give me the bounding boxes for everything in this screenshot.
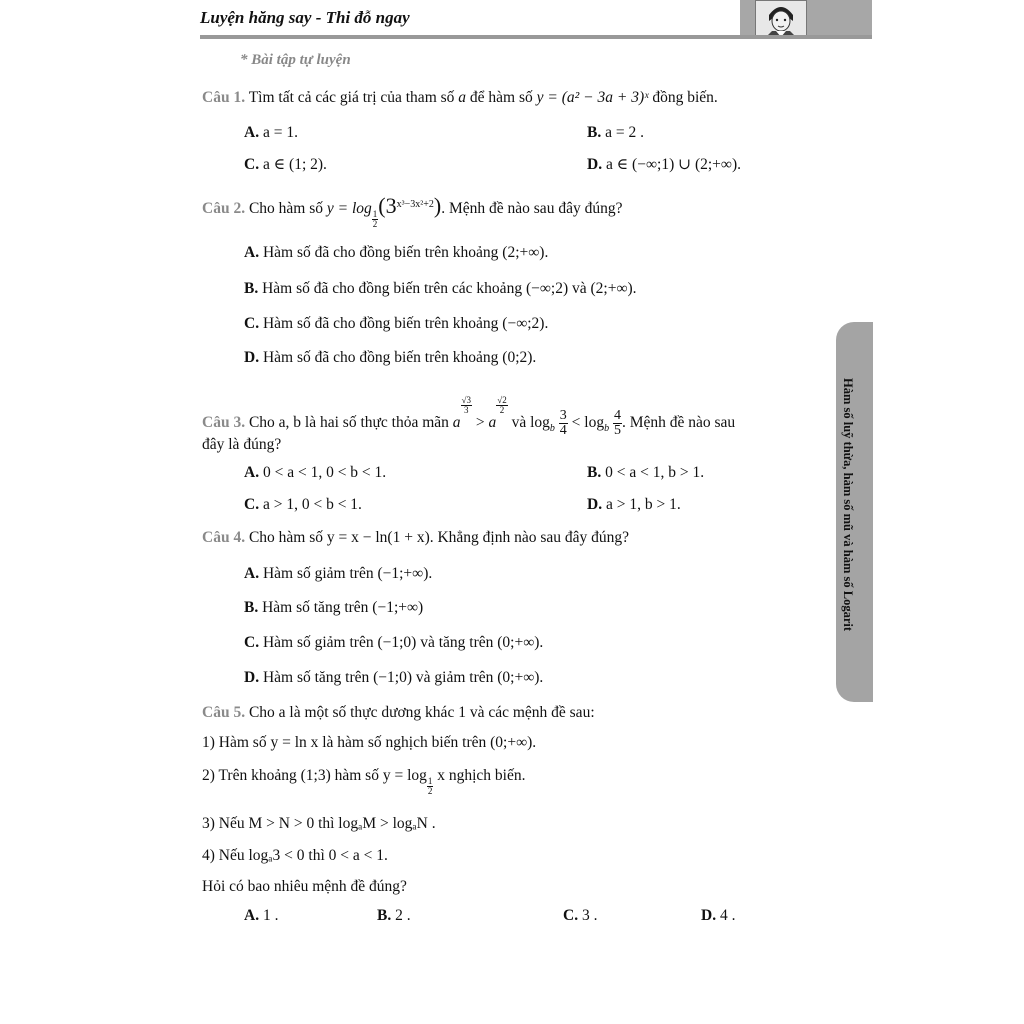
q1-option-b [587,124,644,142]
question-1-label: Câu 1. [202,89,246,106]
q5-option-a [244,907,278,925]
q5-option-b-value: 2 . [395,907,411,924]
q5-statement-3: 3) Nếu M > N > 0 thì logₐM > logₐN . [202,815,436,832]
question-4-text: Cho hàm số y = x − ln(1 + x). Khẳng định nào sau đây đúng? [248,529,630,546]
question-3-log-right: log [584,414,605,431]
q2-option-c-value: Hàm số đã cho đồng biến trên khoảng (−∞;2). [262,315,549,332]
question-4 [202,529,629,547]
q5-option-a-value: 1 . [262,907,279,924]
question-3-exp-1-den: 3 [464,405,469,415]
q5-statement-2-post: x nghịch biến. [437,767,526,784]
q1-option-a-label: A. [244,124,260,141]
question-4-label: Câu 4. [202,529,246,546]
question-3-exp-2-num: √2 [497,395,507,405]
q5-statement-4: 4) Nếu logₐ3 < 0 thì 0 < a < 1. [202,847,388,864]
q5-option-c [563,907,597,925]
header-divider [200,35,872,39]
question-1-param: a [458,89,467,106]
q2-option-c [244,315,548,333]
question-2-text2: . Mệnh đề nào sau đây đúng? [441,200,623,217]
q4-option-b-label: B. [244,599,259,616]
q3-option-d [587,496,681,514]
q1-option-b-label: B. [587,124,602,141]
q5-statement-2 [202,767,526,796]
q1-option-a-value: a = 1. [262,124,298,141]
q4-option-a [244,565,432,583]
question-3-frac-1 [559,409,568,438]
question-3-base-1: a [452,414,461,431]
q5-statement-2-base [427,777,434,796]
q3-option-c-label: C. [244,496,260,513]
q3-option-d-label: D. [587,496,603,513]
question-1-function: y = (a² − 3a + 3)ˣ [536,89,649,106]
header-avatar [755,0,807,38]
q4-option-b-value: Hàm số tăng trên (−1;+∞) [262,599,424,616]
q3-option-b-value: 0 < a < 1, b > 1. [605,464,705,481]
section-title: * Bài tập tự luyện [240,52,351,68]
q1-option-c-value: a ∈ (1; 2). [262,156,327,173]
q1-option-d-value: a ∈ (−∞;1) ∪ (2;+∞). [605,156,742,173]
q3-option-d-value: a > 1, b > 1. [605,496,681,513]
avatar-icon [756,1,806,37]
q4-option-c-label: C. [244,634,260,651]
q1-option-c-label: C. [244,156,260,173]
question-2-arg-close: ) [433,193,442,218]
question-2 [202,193,622,229]
q2-option-d [244,349,536,367]
q4-option-d [244,669,543,687]
q2-option-b-label: B. [244,280,259,297]
q5-statement-1: 1) Hàm số y = ln x là hàm số nghịch biến trên (0;+∞). [202,734,537,751]
question-5-label: Câu 5. [202,704,246,721]
question-1-text2: để hàm số [469,89,533,106]
question-3-exp-2 [496,396,507,415]
q2-option-a [244,244,548,262]
q3-option-a [244,464,386,482]
question-3-exp-2-den: 2 [499,405,505,415]
q5-option-a-label: A. [244,907,260,924]
q5-option-b-label: B. [377,907,392,924]
q4-option-c-value: Hàm số giảm trên (−1;0) và tăng trên (0;+∞). [262,634,544,651]
question-3-frac-2-den: 5 [613,422,621,438]
q5-option-b [377,907,411,925]
q5-option-d [701,907,735,925]
q5-question: Hỏi có bao nhiêu mệnh đề đúng? [202,878,407,895]
question-1 [202,89,718,107]
question-2-arg-exp: x³−3x²+2 [396,198,434,210]
q4-option-d-label: D. [244,669,260,686]
q5-statement-2-base-den: 2 [427,786,433,796]
question-3-text2: . Mệnh đề nào sau [621,414,736,431]
q3-option-c-value: a > 1, 0 < b < 1. [262,496,362,513]
question-5-text: Cho a là một số thực dương khác 1 và các mệnh đề sau: [248,704,595,721]
question-3-exp-1-num: √3 [461,395,471,405]
question-2-base-num: 1 [372,209,378,219]
q5-option-d-label: D. [701,907,717,924]
question-3-frac-1-num: 3 [559,407,567,423]
q2-option-d-label: D. [244,349,260,366]
q3-option-a-value: 0 < a < 1, 0 < b < 1. [262,464,387,481]
q4-option-c [244,634,543,652]
question-3-frac-2-num: 4 [613,407,621,423]
q5-option-c-label: C. [563,907,579,924]
question-3-log-left-base: b [549,423,555,435]
q5-statement-2-base-num: 1 [427,776,433,786]
question-2-label: Câu 2. [202,200,246,217]
side-tab-label: Hàm số luỹ thừa, hàm số mũ và hàm số Logarit [841,378,855,632]
q5-statement-2-pre: 2) Trên khoảng (1;3) hàm số y = log [202,767,427,784]
question-3-frac-2 [613,409,622,438]
q5-option-d-value: 4 . [719,907,736,924]
q1-option-a [244,124,298,142]
q3-option-b-label: B. [587,464,602,481]
q2-option-a-label: A. [244,244,260,261]
question-2-text: Cho hàm số [248,200,324,217]
question-5 [202,704,595,722]
question-3-base-2: a [488,414,497,431]
question-2-func-y: y = log [326,200,372,217]
q1-option-b-value: a = 2 . [605,124,644,141]
q4-option-a-label: A. [244,565,260,582]
q2-option-b [244,280,637,298]
question-1-text: Tìm tất cả các giá trị của tham số [248,89,455,106]
q1-option-d [587,155,741,174]
question-3 [202,396,735,438]
question-3-gt: > [475,414,485,431]
q1-option-d-label: D. [587,156,603,173]
question-3-text: Cho a, b là hai số thực thỏa mãn [248,414,449,431]
q4-option-a-value: Hàm số giảm trên (−1;+∞). [262,565,433,582]
question-3-and: và [511,414,527,431]
question-3-frac-1-den: 4 [559,422,567,438]
q4-option-d-value: Hàm số tăng trên (−1;0) và giảm trên (0;+∞). [262,669,544,686]
q2-option-b-value: Hàm số đã cho đồng biến trên các khoảng (−∞;2) và (2;+∞). [262,280,637,297]
q1-option-c [244,155,327,174]
q2-option-a-value: Hàm số đã cho đồng biến trên khoảng (2;+∞). [262,244,549,261]
q2-option-c-label: C. [244,315,260,332]
q5-option-c-value: 3 . [581,907,598,924]
question-3-label: Câu 3. [202,414,246,431]
question-2-base-den: 2 [372,219,378,229]
question-3-lt: < [571,414,581,431]
page-header-title: Luyện hăng say - Thi đỗ ngay [200,8,410,27]
question-3-text3: đây là đúng? [202,436,282,453]
q3-option-a-label: A. [244,464,260,481]
question-1-text3: đồng biến. [652,89,718,106]
question-3-log-left: log [530,414,550,431]
q4-option-b [244,599,423,617]
question-3-exp-1 [461,396,472,415]
q3-option-c [244,496,362,514]
q3-option-b [587,464,704,482]
question-3-log-right-base: b [604,423,610,435]
question-2-arg: (3 [378,193,397,218]
q2-option-d-value: Hàm số đã cho đồng biến trên khoảng (0;2). [262,349,537,366]
